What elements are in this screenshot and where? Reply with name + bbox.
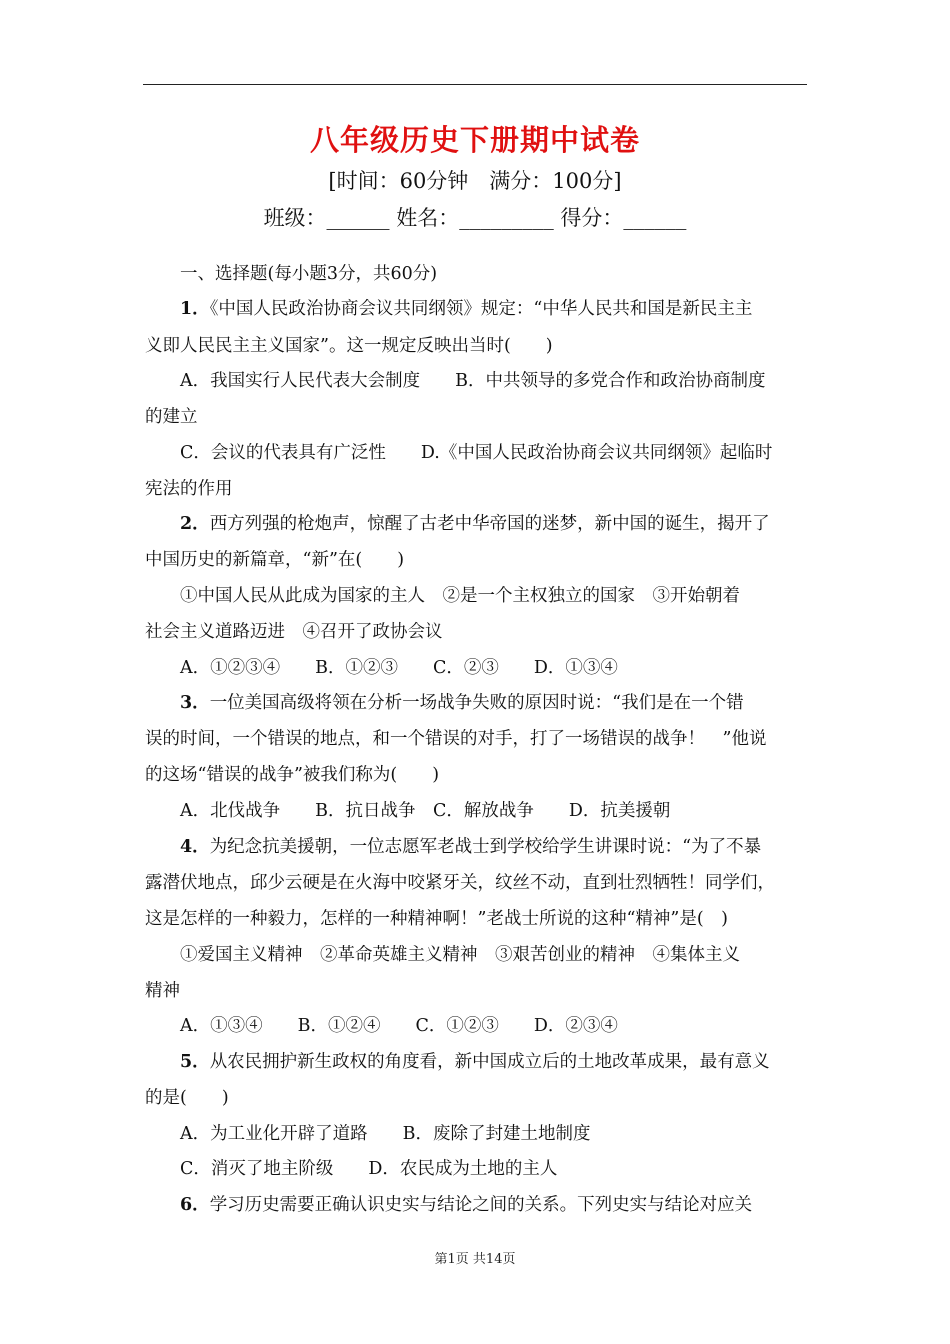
question-4-line: 露潜伏地点，邱少云硬是在火海中咬紧牙关，纹丝不动，直到壮烈牺牲！同学们， xyxy=(145,873,775,893)
question-5-option: A．为工业化开辟了道路 B．废除了封建土地制度 xyxy=(180,1124,591,1144)
question-text: 一位美国高级将领在分析一场战争失败的原因时说：“我们是在一个错 xyxy=(209,693,744,713)
question-1-option: A．我国实行人民代表大会制度 B．中共领导的多党合作和政治协商制度 xyxy=(180,371,766,391)
question-3-line: 误的时间，一个错误的地点，和一个错误的对手，打了一场错误的战争！ ”他说 xyxy=(145,729,767,749)
page-footer: 第1页 共14页 xyxy=(434,1252,516,1267)
question-1-option: 宪法的作用 xyxy=(145,479,233,499)
question-4-line: ①爱国主义精神 ②革命英雄主义精神 ③艰苦创业的精神 ④集体主义 xyxy=(180,945,740,965)
question-3-options: A．北伐战争 B．抗日战争 C．解放战争 D．抗美援朝 xyxy=(180,801,671,821)
question-4-line xyxy=(180,839,860,857)
question-5-option: C．消灭了地主阶级 D．农民成为土地的主人 xyxy=(180,1159,558,1179)
question-text: 《中国人民政治协商会议共同纲领》规定：“中华人民共和国是新民主主 xyxy=(209,299,753,319)
question-text: 西方列强的枪炮声，惊醒了古老中华帝国的迷梦，新中国的诞生，揭开了 xyxy=(209,514,770,534)
question-text: 学习历史需要正确认识史实与结论之间的关系。下列史实与结论对应关 xyxy=(209,1195,753,1215)
question-4-line: 这是怎样的一种毅力，怎样的一种精神啊！”老战士所说的这种“精神”是( ) xyxy=(145,909,728,929)
question-6-line xyxy=(180,1197,860,1215)
question-3-line: 的这场“错误的战争”被我们称为( ) xyxy=(145,765,440,785)
question-text: 为纪念抗美援朝，一位志愿军老战士到学校给学生讲课时说：“为了不暴 xyxy=(209,837,762,857)
question-number: 2． xyxy=(180,514,210,534)
exam-subtitle: [时间：60分钟 满分：100分] xyxy=(328,169,622,193)
question-1-line xyxy=(180,301,860,319)
question-2-line: 社会主义道路迈进 ④召开了政协会议 xyxy=(145,622,443,642)
exam-title: 八年级历史下册期中试卷 xyxy=(309,123,640,157)
question-1-option: C．会议的代表具有广泛性 D.《中国人民政治协商会议共同纲领》起临时 xyxy=(180,443,773,463)
header-rule xyxy=(143,84,807,85)
question-number: 6． xyxy=(180,1195,210,1215)
question-number: 1． xyxy=(180,299,210,319)
question-text: 从农民拥护新生政权的角度看，新中国成立后的土地改革成果，最有意义 xyxy=(209,1052,770,1072)
question-3-line xyxy=(180,695,860,713)
section-heading: 一、选择题(每小题3分，共60分) xyxy=(180,264,438,284)
question-1-option: 的建立 xyxy=(145,407,198,427)
question-4-options: A．①③④ B．①②④ C．①②③ D．②③④ xyxy=(180,1016,618,1036)
question-number: 4． xyxy=(180,837,210,857)
question-4-line: 精神 xyxy=(145,981,180,1001)
student-info-line: 班级：______ 姓名：_________ 得分：______ xyxy=(263,206,687,230)
question-5-line xyxy=(180,1054,860,1072)
question-1-line: 义即人民民主主义国家”。这一规定反映出当时( ) xyxy=(145,336,553,356)
question-number: 3． xyxy=(180,693,210,713)
question-2-line: ①中国人民从此成为国家的主人 ②是一个主权独立的国家 ③开始朝着 xyxy=(180,586,740,606)
question-5-line: 的是( ) xyxy=(145,1088,229,1108)
question-number: 5． xyxy=(180,1052,210,1072)
question-2-options: A．①②③④ B．①②③ C．②③ D．①③④ xyxy=(180,658,618,678)
question-2-line xyxy=(180,516,860,534)
question-2-line: 中国历史的新篇章，“新”在( ) xyxy=(145,550,405,570)
